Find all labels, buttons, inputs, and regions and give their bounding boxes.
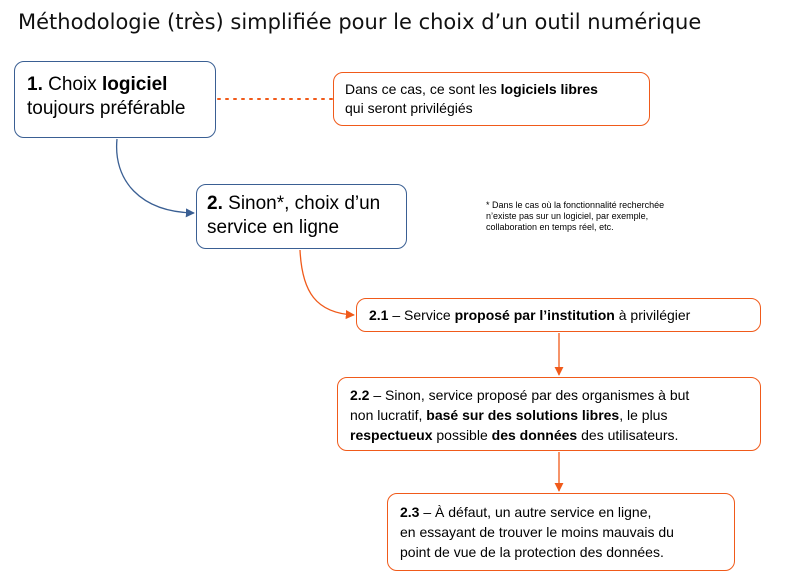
step2-line1: Sinon*, choix d’un — [228, 193, 381, 214]
step2-1-number: 2.1 — [369, 307, 389, 323]
note-line2: qui seront privilégiés — [345, 100, 473, 116]
step2-box — [196, 184, 407, 249]
step2-3-line2: en essayant de trouver le moins mauvais du — [400, 524, 674, 540]
step1-text-b: logiciel — [102, 74, 168, 95]
step2-1-text-b: proposé par l’institution — [454, 307, 615, 323]
step1-number: 1. — [27, 74, 43, 95]
step2-1-text-c: à privilégier — [614, 307, 691, 323]
footnote-line2: n’existe pas sur un logiciel, par exemple, — [486, 211, 649, 221]
step2-2-line3-a: respectueux — [350, 427, 433, 443]
footnote-line1: * Dans le cas où la fonctionnalité recherchée — [486, 200, 665, 210]
note-step1-box — [333, 72, 650, 126]
diagram-title: Méthodologie (très) simplifiée pour le choix d’un outil numérique — [18, 10, 702, 34]
step2-3-line1: – À défaut, un autre service en ligne, — [419, 504, 652, 520]
arrow-step1-to-step2 — [117, 139, 194, 213]
step1-line2: toujours préférable — [27, 98, 186, 119]
step2-number: 2. — [207, 193, 223, 214]
step2-2-box — [337, 377, 761, 451]
step2-3-line3: point de vue de la protection des données. — [400, 544, 664, 560]
step2-3-number: 2.3 — [400, 504, 420, 520]
step2-line2: service en ligne — [207, 217, 340, 238]
step2-2-line2-b: basé sur des solutions libres — [426, 407, 620, 423]
step1-box — [14, 61, 216, 138]
step2-2-line3-c: des données — [491, 427, 578, 443]
step2-1-box — [356, 298, 761, 332]
step2-2-line2-a: non lucratif, — [350, 407, 427, 423]
footnote-line3: collaboration en temps réel, etc. — [486, 222, 614, 232]
note-text-b: logiciels libres — [500, 81, 598, 97]
footnote — [486, 200, 664, 233]
step2-2-line1: – Sinon, service proposé par des organismes à but — [369, 387, 690, 403]
step2-3-box — [387, 493, 735, 571]
step2-2-line3-d: des utilisateurs. — [577, 427, 679, 443]
arrow-step2-to-step2-1 — [300, 250, 354, 315]
step1-text-a: Choix — [48, 74, 102, 95]
step2-2-line3-b: possible — [432, 427, 492, 443]
note-text-a: Dans ce cas, ce sont les — [345, 81, 501, 97]
step2-1-text-a: – Service — [388, 307, 455, 323]
step2-2-line2-c: , le plus — [619, 407, 668, 423]
step2-2-number: 2.2 — [350, 387, 370, 403]
